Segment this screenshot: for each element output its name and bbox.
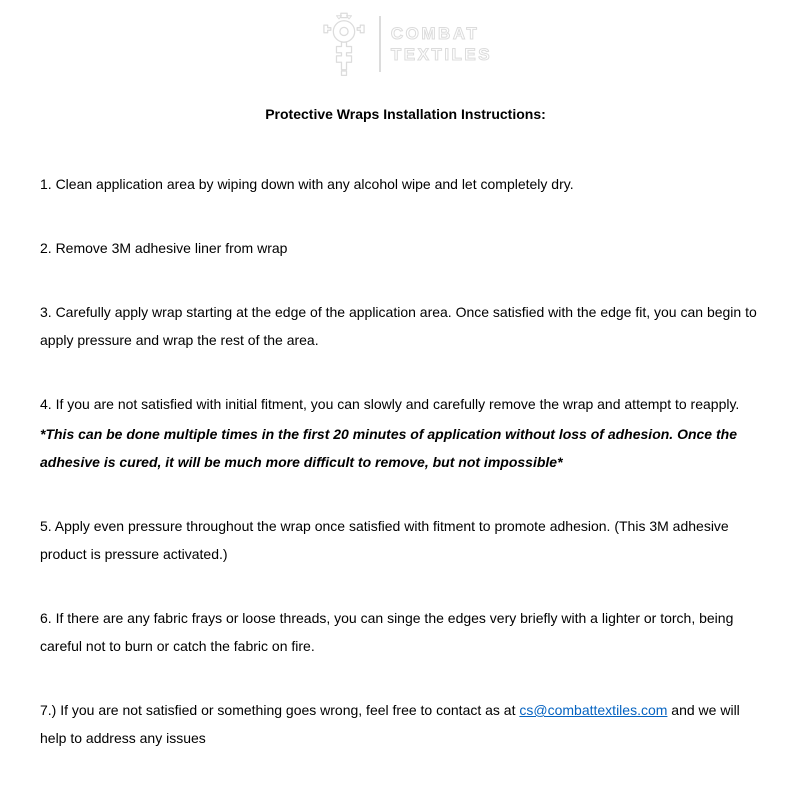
instruction-step-5: 5. Apply even pressure throughout the wrap once satisfied with fitment to promote adhesion. (This 3M adhesive product is pressure activated.) <box>40 518 729 562</box>
instruction-step-4: 4. If you are not satisfied with initial fitment, you can slowly and carefully remove the wrap and attempt to reapply. <box>40 396 740 412</box>
instruction-step-1: 1. Clean application area by wiping down with any alcohol wipe and let completely dry. <box>40 176 574 192</box>
brand-name-line1: COMBAT <box>390 24 480 43</box>
contact-email-link[interactable]: cs@combattextiles.com <box>519 702 668 718</box>
brand-wordmark <box>391 23 492 65</box>
logo-divider <box>379 16 381 72</box>
contact-text-after: and we will help to address any issues <box>40 702 740 746</box>
instruction-step-6: 6. If there are any fabric frays or loose threads, you can singe the edges very briefly with a lighter or torch, being careful not to burn or catch the fabric on fire. <box>40 610 734 654</box>
instruction-step-2: 2. Remove 3M adhesive liner from wrap <box>40 240 288 256</box>
combat-textiles-emblem-icon <box>319 12 369 76</box>
instruction-step-7 <box>40 696 770 752</box>
page-title: Protective Wraps Installation Instructions: <box>265 106 546 122</box>
contact-text-before: 7.) If you are not satisfied or something goes wrong, feel free to contact as at <box>40 702 520 718</box>
brand-name-line2: TEXTILES <box>390 45 493 64</box>
instruction-step-3: 3. Carefully apply wrap starting at the edge of the application area. Once satisfied with the edge fit, you can begin to apply pressure and wrap the rest of the area. <box>40 304 757 348</box>
adhesion-note: *This can be done multiple times in the first 20 minutes of application without loss of adhesion. Once the adhesive is cured, it will be much more difficult to remove, but not impossible* <box>40 426 737 470</box>
brand-logo <box>0 0 811 78</box>
instructions-body <box>0 170 811 752</box>
